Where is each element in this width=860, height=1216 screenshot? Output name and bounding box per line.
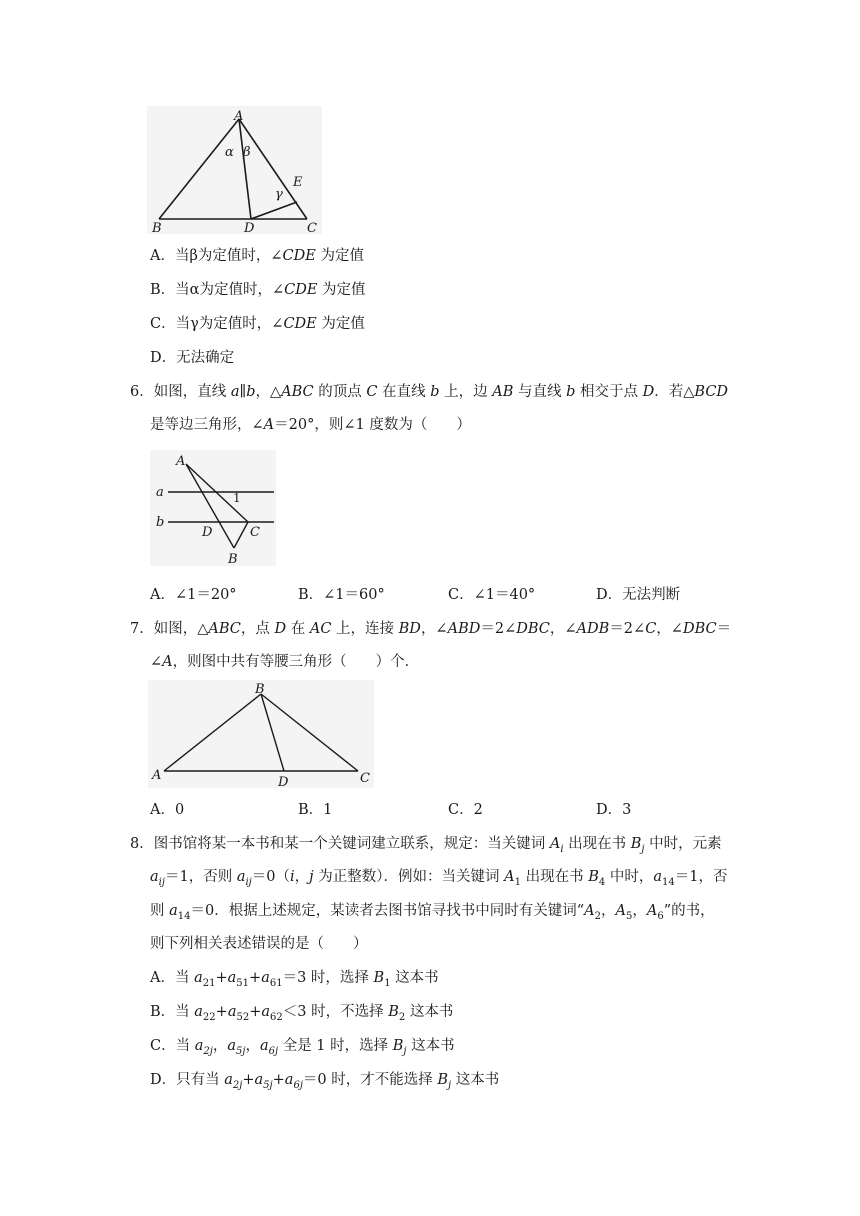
fig1-label-D: D — [244, 221, 255, 234]
q5-option-d: D．无法确定 — [150, 350, 235, 366]
q6-option-a: A．∠1＝20° — [150, 587, 237, 603]
fig1-label-E: E — [293, 175, 303, 190]
q8-option-b: B．当 $a_{22}+a_{52}+a_{62}<3$ 时，不选择 $B_2$ 这本书 — [150, 1004, 454, 1023]
q8-option-c: C．当 $a_{2j}$，$a_{5j}$，$a_{6j}$ 全是 1 时，选择 $B_j$ 这本书 — [150, 1038, 455, 1057]
q5-option-c: C．当γ为定值时，∠CDE 为定值 — [150, 316, 365, 332]
q7-stem-line1: 7．如图，△ABC，点 D 在 AC 上，连接 BD，∠ABD＝2∠DBC，∠ADB＝2∠C，∠DBC＝ — [130, 621, 732, 637]
q7-stem-line2: ∠A，则图中共有等腰三角形（ ）个． — [150, 654, 420, 670]
q7-option-c: C．2 — [448, 802, 483, 818]
fig6-label-1: 1 — [233, 491, 241, 505]
q8-stem-line1: 8．图书馆将某一本书和某一个关键词建立联系，规定：当关键词 $A_i$ 出现在书 $B_j$ 中时，元素 — [130, 836, 722, 855]
fig7-label-B: B — [255, 682, 265, 697]
q5-option-a: A．当β为定值时，∠CDE 为定值 — [150, 248, 364, 264]
fig7-label-D: D — [278, 775, 289, 788]
q7-option-b: B．1 — [298, 802, 333, 818]
q6-option-d: D．无法判断 — [596, 587, 681, 603]
q6-stem-line2: 是等边三角形，∠A＝20°，则∠1 度数为（ ） — [150, 417, 471, 433]
q6-stem-line1: 6．如图，直线 a∥b，△ABC 的顶点 C 在直线 b 上，边 AB 与直线 b 相交于点 D．若△BCD — [130, 384, 729, 400]
q8-option-a: A．当 $a_{21}+a_{51}+a_{61}=3$ 时，选择 $B_1$ 这本书 — [150, 970, 439, 989]
fig6-label-A: A — [176, 454, 186, 469]
fig6-label-b: b — [156, 515, 165, 530]
q7-option-a: A．0 — [150, 802, 185, 818]
q6-option-c: C．∠1＝40° — [448, 587, 536, 603]
fig1-label-A: A — [234, 109, 244, 124]
q5-option-b: B．当α为定值时，∠CDE 为定值 — [150, 282, 366, 298]
fig7-label-C: C — [360, 771, 370, 786]
fig1-label-gamma: γ — [275, 187, 283, 202]
fig1-label-beta: β — [243, 145, 251, 160]
fig1-label-B: B — [152, 221, 162, 234]
fig6-label-B: B — [228, 552, 238, 566]
fig1-label-C: C — [307, 221, 317, 234]
q8-option-d: D．只有当 $a_{2j}+a_{5j}+a_{6j}=0$ 时，才不能选择 $B_j$ 这本书 — [150, 1072, 500, 1091]
fig1-label-alpha: α — [225, 145, 234, 160]
fig6-label-D: D — [202, 525, 213, 540]
figure-q6-parallel-lines — [150, 450, 276, 566]
fig6-label-a: a — [156, 485, 164, 500]
q6-option-b: B．∠1＝60° — [298, 587, 385, 603]
figure-q7-triangle — [148, 680, 374, 788]
figure-q5-triangle — [147, 106, 322, 234]
q8-stem-line2: $a_{ij}=1$，否则 $a_{ij}=0(i$，j 为正整数）．例如：当关键词 $A_1$ 出现在书 $B_4$ 中时，$a_{14}=1$，否 — [150, 869, 728, 888]
fig6-label-C: C — [250, 525, 260, 540]
q8-stem-line4: 则下列相关表述错误的是（ ） — [150, 936, 368, 952]
q8-stem-line3: 则 $a_{14}=0$．根据上述规定，某读者去图书馆寻找书中同时有关键词“$A_2$，$A_5$，$A_6$”的书， — [150, 903, 715, 922]
q7-option-d: D．3 — [596, 802, 632, 818]
fig7-label-A: A — [152, 768, 162, 783]
